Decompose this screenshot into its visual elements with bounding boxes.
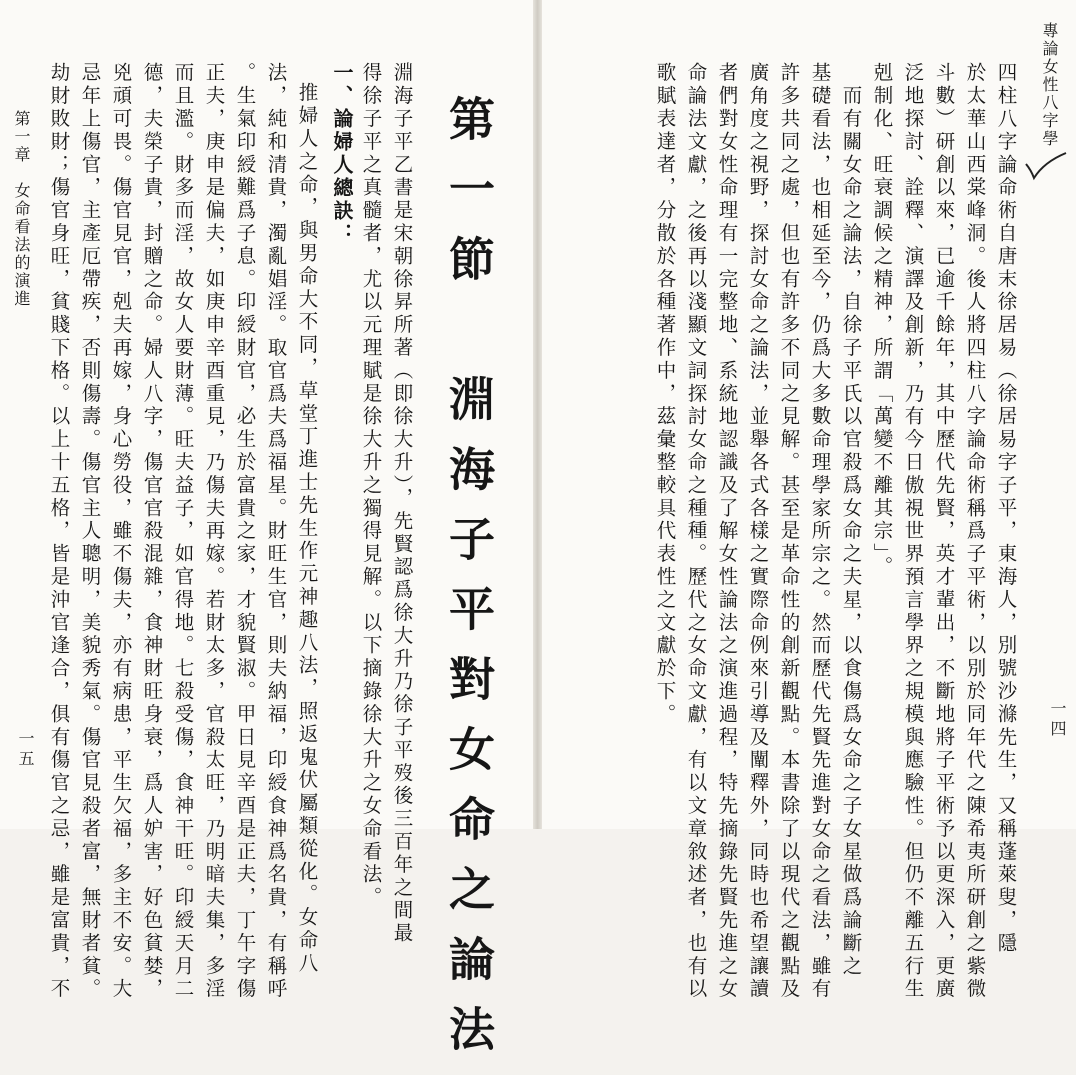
right-column-4: 泛地探討、詮釋、演譯及創新，乃有今日傲視世界預言學界之規模與應驗性。但仍不離五行生	[901, 62, 925, 1001]
body-column-8: 忌年上傷官，主產厄帶疾，否則傷壽。傷官主人聰明，美貌秀氣。傷官見殺者富，無財者貧。	[78, 62, 102, 1001]
body-column-5: 而且濫。財多而淫，故女人要財薄。旺夫益子，如官得地。七殺受傷，食神干旺。印綬天月二	[171, 62, 195, 1001]
checkmark-icon	[1022, 150, 1068, 182]
body-column-1: 推婦人之命，與男命大不同，草堂丁進士先生作元神趣八法，照返鬼伏屬類從化。女命八	[295, 82, 319, 976]
right-column-5: 剋制化、旺衰調候之精神，所謂「萬變不離其宗」。	[870, 62, 894, 579]
right-column-6: 而有關女命之論法，自徐子平氏以官殺爲女命之夫星，以食傷爲女命之子女星做爲論斷之	[839, 62, 863, 978]
running-footer: 第一章 女命看法的演進	[12, 110, 31, 308]
running-header: 專論女性八字學	[1040, 22, 1059, 148]
intro-column-2: 得徐子平之真髓者，尤以元理賦是徐大升之獨得見解。以下摘錄徐大升之女命看法。	[359, 62, 383, 910]
right-column-2: 於太華山西棠峰洞。後人將四柱八字論命術稱爲子平術，以別於同年代之陳希夷所研創之紫微	[963, 62, 987, 1001]
right-column-8: 許多共同之處，但也有許多不同之見解。甚至是革命性的創新觀點。本書除了以現代之觀點及	[777, 62, 801, 1001]
body-column-9: 劫財敗財；傷官身旺，貧賤下格。以上十五格，皆是沖官逢合，俱有傷官之忌，雖是富貴，不	[47, 62, 71, 1001]
right-column-10: 者們對女性命理有一完整地、系統地認識及了解女性論法之演進過程，特先摘錄先賢先進之女	[715, 62, 739, 1001]
right-column-11: 命論法文獻，之後再以淺顯文詞探討女命之種種。歷代之女命文獻，有以文章敘述者，也有以	[684, 62, 708, 1001]
body-column-7: 兇頑可畏。傷官見官，剋夫再嫁，身心勞役，雖不傷夫，亦有病患，平生欠福，多主不安。大	[109, 62, 133, 1001]
page-number-right: 一四	[1048, 700, 1067, 740]
right-column-9: 廣角度之視野，探討女命之論法，並舉各式各樣之實際命例來引導及闡釋外，同時也希望讓讀	[746, 62, 770, 1001]
subheading: 一、論婦人總訣：	[330, 62, 354, 246]
body-column-3: 。生氣印綬難爲子息。印綬財官，必生於富貴之家，才貌賢淑。甲日見辛酉是正夫，丁午字傷	[233, 62, 257, 1001]
body-column-2: 法，純和清貴，濁亂娼淫。取官爲夫爲福星。財旺生官，則夫納福，印綬食神爲名貴，有稱呼	[264, 62, 288, 1001]
body-column-4: 正夫，庚申是偏夫，如庚申辛酉重見，乃傷夫再嫁。若財太多，官殺太旺，乃明暗夫集，多淫	[202, 62, 226, 1001]
right-column-7: 基礎看法，也相延至今，仍爲大多數命理學家所宗之。然而歷代先賢先進對女命之看法，雖有	[808, 62, 832, 1001]
section-title: 第一節 淵海子平對女命之論法	[442, 95, 496, 1075]
intro-column-1: 淵海子平乙書是宋朝徐昇所著（即徐大升），先賢認爲徐大升乃徐子平歿後三百年之間最	[390, 62, 414, 946]
page-number-left: 一五	[16, 730, 35, 770]
right-column-3: 斗數）研創以來，已逾千餘年，其中歷代先賢，英才輩出，不斷地將子平術予以更深入，更廣	[932, 62, 956, 1001]
right-column-1: 四柱八字論命術自唐末徐居易（徐居易字子平，東海人，別號沙滌先生，又稱蓬萊叟，隱	[994, 62, 1018, 956]
body-column-6: 德，夫榮子貴，封贈之命。婦人八字，傷官官殺混雜，食神財旺身衰，爲人妒害，好色貧婪，	[140, 62, 164, 1001]
book-gutter	[533, 0, 542, 829]
right-column-12: 歌賦表達者，分散於各種著作中，茲彙整較具代表性之文獻於下。	[653, 62, 677, 727]
